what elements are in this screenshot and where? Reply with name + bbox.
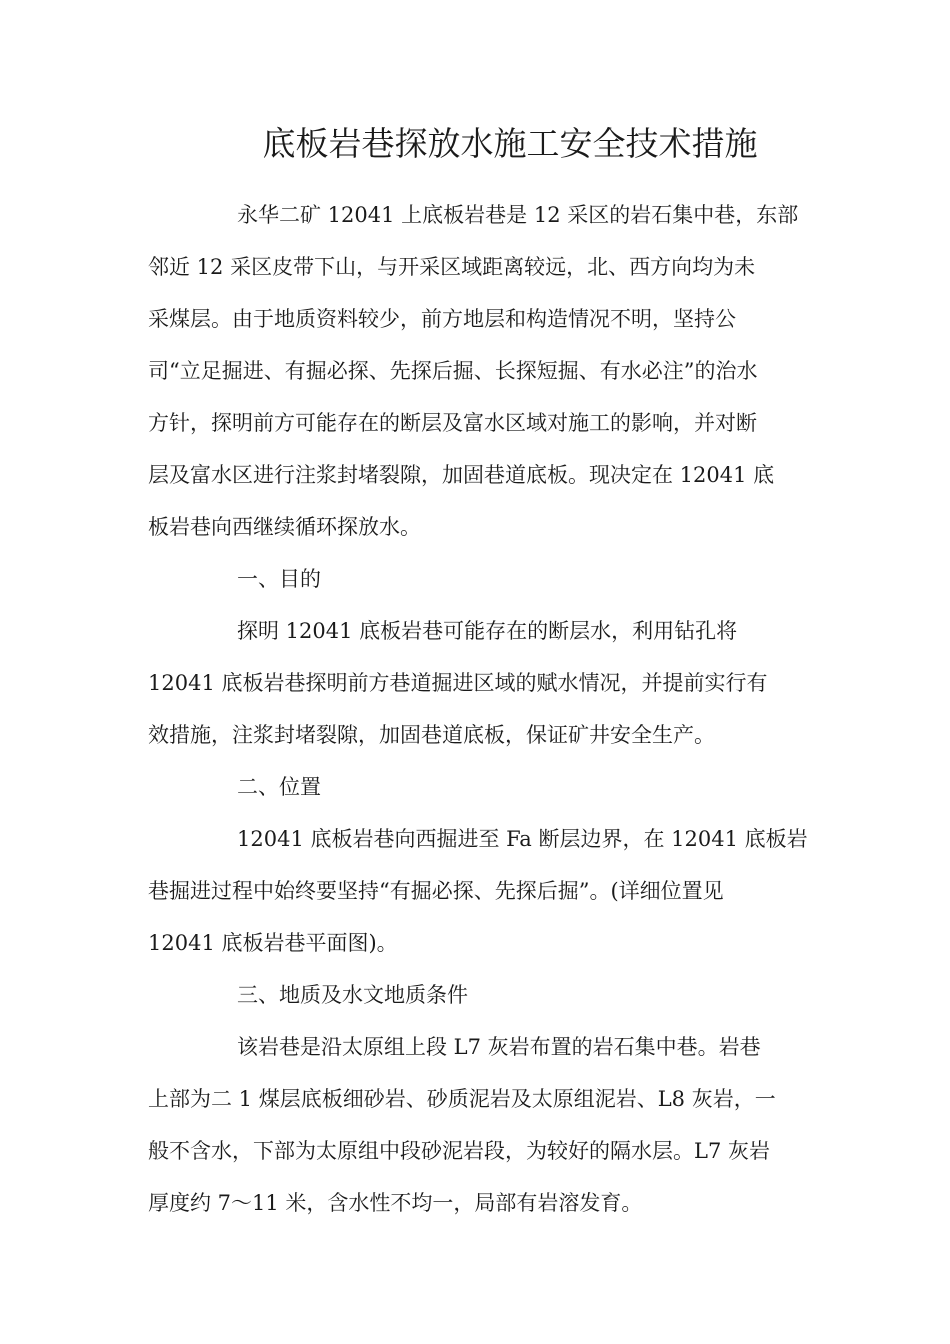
document-body [148,189,808,1229]
paragraph-line: 该岩巷是沿太原组上段 L7 灰岩布置的岩石集中巷。岩巷 [237,1035,761,1059]
paragraph-line: 巷掘进过程中始终要坚持“有掘必探、先探后掘”。(详细位置见 [148,879,724,903]
paragraph-line: 上部为二 1 煤层底板细砂岩、砂质泥岩及太原组泥岩、L8 灰岩，一 [148,1087,776,1111]
section-heading: 三、地质及水文地质条件 [237,983,468,1007]
paragraph-line: 邻近 12 采区皮带下山，与开采区域距离较远，北、西方向均为未 [148,255,756,279]
document-title: 底板岩巷探放水施工安全技术措施 [262,124,758,163]
paragraph-line: 层及富水区进行注浆封堵裂隙，加固巷道底板。现决定在 12041 底 [148,463,775,487]
paragraph-line: 永华二矿 12041 上底板岩巷是 12 采区的岩石集中巷，东部 [237,203,799,227]
paragraph-line: 12041 底板岩巷平面图)。 [148,931,398,955]
paragraph-line: 司“立足掘进、有掘必探、先探后掘、长探短掘、有水必注”的治水 [148,359,758,383]
section-heading: 二、位置 [237,775,321,799]
paragraph-line: 般不含水，下部为太原组中段砂泥岩段，为较好的隔水层。L7 灰岩 [148,1139,770,1163]
paragraph-line: 板岩巷向西继续循环探放水。 [148,515,421,539]
paragraph-line: 探明 12041 底板岩巷可能存在的断层水，利用钻孔将 [237,619,738,643]
paragraph-line: 效措施，注浆封堵裂隙，加固巷道底板，保证矿井安全生产。 [148,723,715,747]
paragraph-line: 采煤层。由于地质资料较少，前方地层和构造情况不明，坚持公 [148,307,736,331]
paragraph-line: 12041 底板岩巷向西掘进至 Fa 断层边界，在 12041 底板岩 [237,827,808,851]
paragraph-line: 方针，探明前方可能存在的断层及富水区域对施工的影响，并对断 [148,411,757,435]
section-heading: 一、目的 [237,567,321,591]
paragraph-line: 厚度约 7～11 米，含水性不均一，局部有岩溶发育。 [148,1191,643,1215]
paragraph-line: 12041 底板岩巷探明前方巷道掘进区域的赋水情况，并提前实行有 [148,671,768,695]
